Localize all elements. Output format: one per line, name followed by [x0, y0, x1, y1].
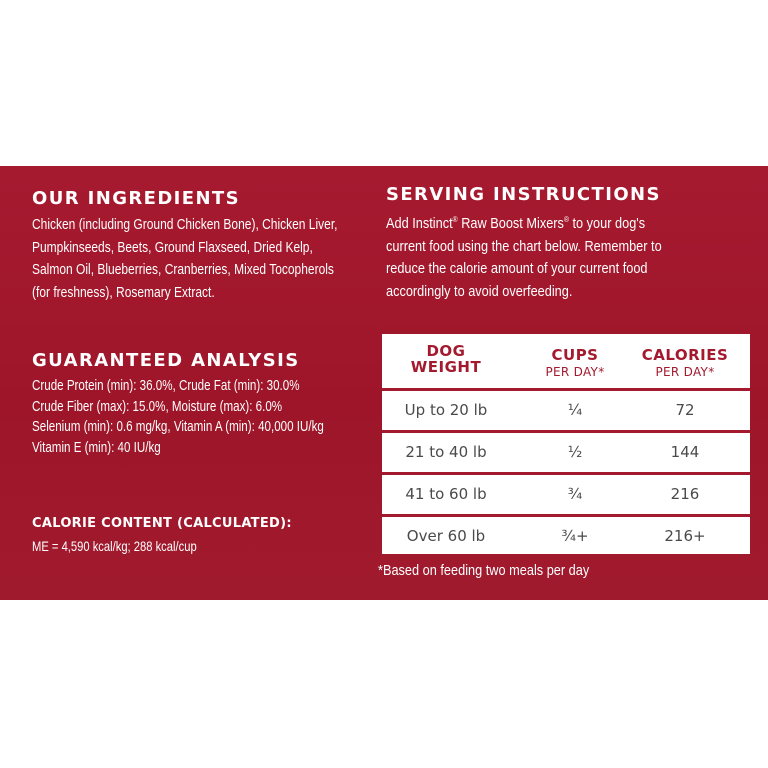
ingredients-line: Chicken (including Ground Chicken Bone), Chicken Liver, — [32, 216, 338, 233]
calories-cell: 72 — [675, 401, 695, 419]
table-row — [382, 472, 750, 510]
analysis-line: Vitamin E (min): 40 IU/kg — [32, 439, 161, 456]
weight-cell: Up to 20 lb — [404, 401, 488, 419]
weight-cell: Over 60 lb — [406, 527, 486, 545]
serving-brand: Add Instinct — [386, 215, 453, 232]
header-calories — [630, 347, 740, 380]
header-calories-sub: PER DAY* — [655, 365, 715, 379]
serving-line: current food using the chart below. Remember to — [386, 237, 662, 255]
ingredients-heading: OUR INGREDIENTS — [32, 188, 240, 209]
serving-product: Raw Boost Mixers — [457, 215, 564, 232]
nutrition-panel — [0, 166, 768, 600]
table-row — [382, 514, 750, 554]
calories-cell: 216+ — [664, 527, 706, 545]
cups-cell: ¾+ — [561, 527, 589, 545]
serving-heading: SERVING INSTRUCTIONS — [386, 184, 661, 205]
feeding-chart-header — [382, 334, 750, 392]
cups-cell: ¾ — [567, 485, 583, 503]
serving-line: accordingly to avoid overfeeding. — [386, 282, 573, 300]
table-row — [382, 430, 750, 468]
ingredients-line: (for freshness), Rosemary Extract. — [32, 283, 215, 301]
weight-cell: 41 to 60 lb — [405, 485, 487, 503]
cups-cell: ¼ — [567, 401, 583, 419]
serving-line — [386, 209, 752, 236]
weight-cell: 21 to 40 lb — [405, 443, 487, 461]
calories-cell: 144 — [670, 443, 700, 461]
serving-text-rest: to your dog's — [568, 215, 646, 232]
calorie-value: ME = 4,590 kcal/kg; 288 kcal/cup — [32, 538, 197, 554]
header-cups — [520, 347, 630, 380]
right-column — [378, 184, 756, 579]
header-weight: WEIGHT — [410, 358, 482, 376]
header-calories-label: CALORIES — [641, 346, 729, 364]
feeding-chart — [382, 334, 750, 554]
left-column — [32, 188, 372, 554]
analysis-line: Crude Protein (min): 36.0%, Crude Fat (min): 30.0% — [32, 378, 300, 394]
registered-mark: ® — [452, 215, 458, 224]
analysis-heading: GUARANTEED ANALYSIS — [32, 350, 300, 371]
analysis-line: Selenium (min): 0.6 mg/kg, Vitamin A (min): 40,000 IU/kg — [32, 419, 324, 435]
table-row — [382, 388, 750, 426]
feeding-footnote: *Based on feeding two meals per day — [378, 562, 590, 579]
header-cups-sub: PER DAY* — [545, 365, 605, 379]
serving-text — [386, 209, 768, 303]
header-dog: DOG — [426, 342, 466, 360]
ingredients-line: Salmon Oil, Blueberries, Cranberries, Mixed Tocopherols — [32, 261, 334, 278]
header-dog-weight — [382, 343, 510, 375]
calories-cell: 216 — [670, 485, 700, 503]
cups-cell: ½ — [567, 443, 583, 461]
registered-mark: ® — [563, 215, 569, 224]
header-cups-label: CUPS — [551, 346, 599, 364]
serving-line: reduce the calorie amount of your current food — [386, 260, 648, 277]
ingredients-line: Pumpkinseeds, Beets, Ground Flaxseed, Dried Kelp, — [32, 238, 313, 256]
analysis-line: Crude Fiber (max): 15.0%, Moisture (max): 6.0% — [32, 398, 283, 415]
calorie-heading: CALORIE CONTENT (CALCULATED): — [32, 516, 292, 531]
